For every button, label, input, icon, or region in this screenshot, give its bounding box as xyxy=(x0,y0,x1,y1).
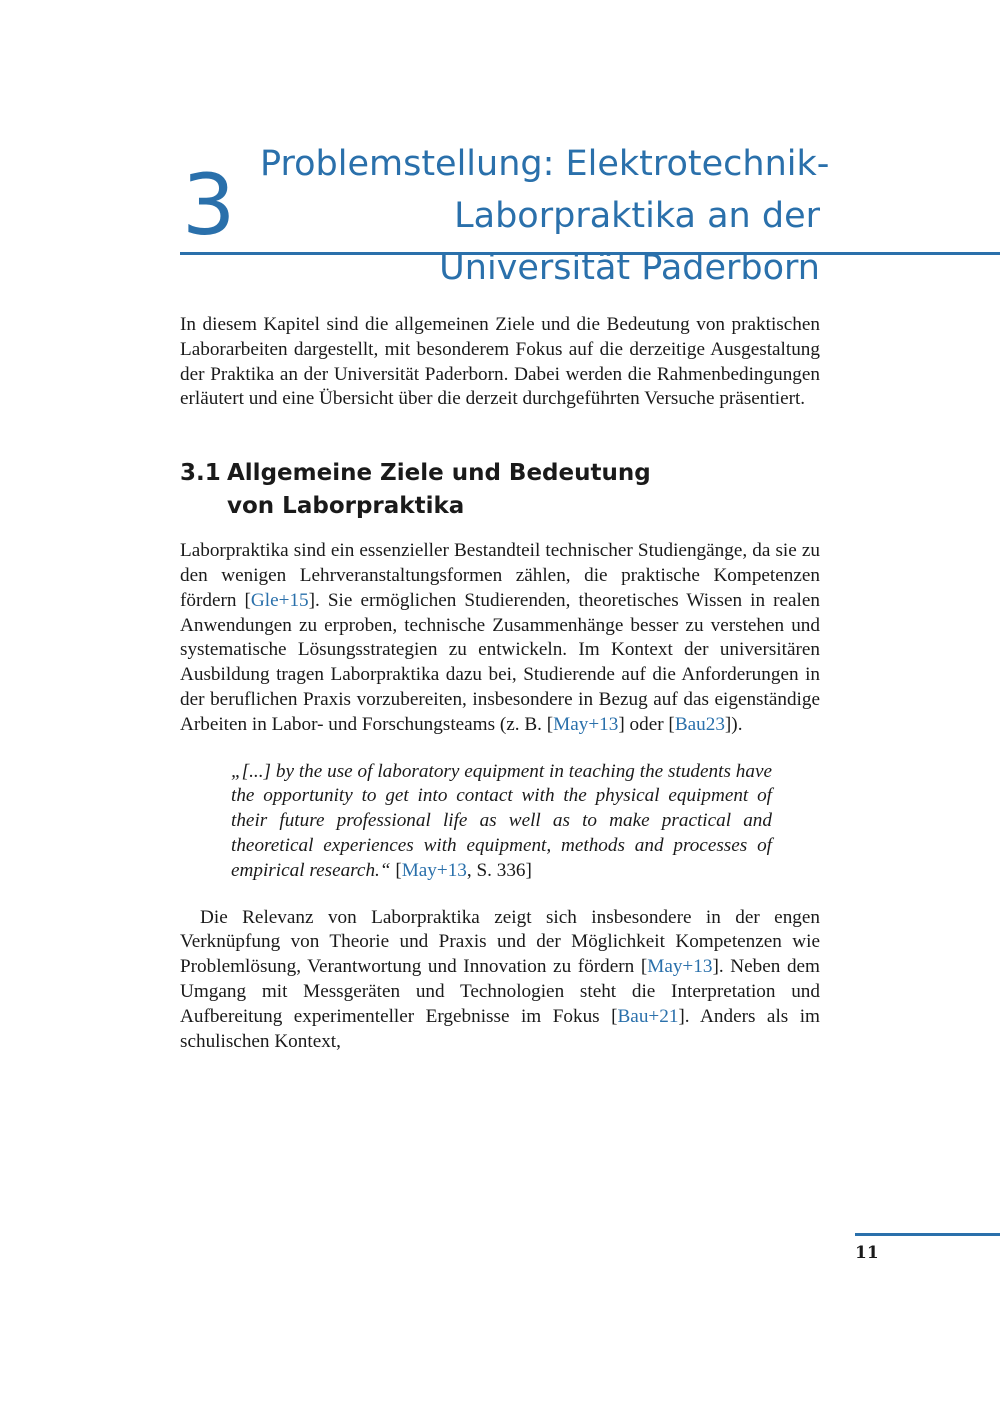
body-paragraph xyxy=(180,539,820,737)
intro-paragraph: In diesem Kapitel sind die allgemeinen Ziele und die Bedeutung von praktischen Laborarbeiten dargestellt, mit besonderem Fokus auf die derzeitige Ausgestaltung der Praktika an der Universität Paderborn. Dabei werden die Rahmenbedingungen erläutert und eine Übersicht über die derzeit durchgeführten Versuche präsentiert. xyxy=(180,314,820,410)
section-number: 3.1 xyxy=(180,460,221,487)
chapter-title-line: Laborpraktika an der xyxy=(454,196,820,236)
body-paragraph xyxy=(180,906,820,1055)
paragraph-text: Die Relevanz von Laborpraktika zeigt sich insbesondere in der engen Verknüpfung von Theorie und Praxis und der Möglichkeit Kompetenzen wie Problemlösung, Verantwortung und Innovation zu fördern [ xyxy=(180,906,820,978)
citation-link[interactable]: May+13 xyxy=(401,859,467,881)
page-number: 11 xyxy=(855,1243,879,1263)
chapter-title xyxy=(260,138,830,294)
citation-link[interactable]: Bau+21 xyxy=(617,1005,679,1027)
footer-rule xyxy=(855,1233,1000,1236)
citation-link[interactable]: May+13 xyxy=(647,956,713,978)
chapter-title-line: Universität Paderborn xyxy=(439,248,820,288)
citation-link[interactable]: May+13 xyxy=(553,713,619,735)
citation-link[interactable]: Gle+15 xyxy=(250,589,309,611)
paragraph-text: ]). xyxy=(724,713,743,735)
section-heading xyxy=(180,457,820,523)
chapter-rule xyxy=(180,252,1000,255)
paragraph-text: ] oder [ xyxy=(618,713,675,735)
quote-block xyxy=(231,760,772,884)
citation-link[interactable]: Bau23 xyxy=(674,713,725,735)
quote-source-text: , S. 336] xyxy=(466,859,532,881)
paragraph-text: ]. Sie ermöglichen Studierenden, theoretisches Wissen in realen Anwendungen zu erproben, technische Zusammenhänge besser zu verstehen und systematische Lösungsstrategien zu entwickeln. Im Kontext der universitären Ausbildung tragen Laborpraktika dazu bei, Studierende auf die Anforderungen in der beruflichen Praxis vorzubereiten, insbesondere in Bezug auf das eigenständige Arbeiten in Labor- und Forschungsteams (z. B. [ xyxy=(180,589,820,735)
quote-source xyxy=(391,860,532,881)
paragraph-text: ]. Anders als im schulischen Kontext, xyxy=(180,1005,820,1052)
chapter-title-line: Problemstellung: Elektrotechnik- xyxy=(260,144,830,184)
paragraph-text: ]. Neben dem Umgang mit Messgeräten und Technologien steht die Interpretation und Aufbereitung experimenteller Ergebnisse im Fokus [ xyxy=(180,956,820,1027)
quote-source-text: [ xyxy=(390,859,402,881)
paragraph-text: Laborpraktika sind ein essenzieller Bestandteil technischer Studiengänge, da sie zu den wenigen Lehrveranstaltungsformen zählen, die praktische Kompetenzen fördern [ xyxy=(180,540,820,611)
main-content xyxy=(180,313,820,1054)
section-title: Allgemeine Ziele und Bedeutung von Laborpraktika xyxy=(227,460,651,520)
chapter-number: 3 xyxy=(182,156,236,254)
quote-text: „[...] by the use of laboratory equipment in teaching the students have the opportunity to get into contact with the physical equipment of their future professional life as well as to make practical and theoretical experiences with equipment, methods and processes of empirical research.“ xyxy=(231,760,772,881)
